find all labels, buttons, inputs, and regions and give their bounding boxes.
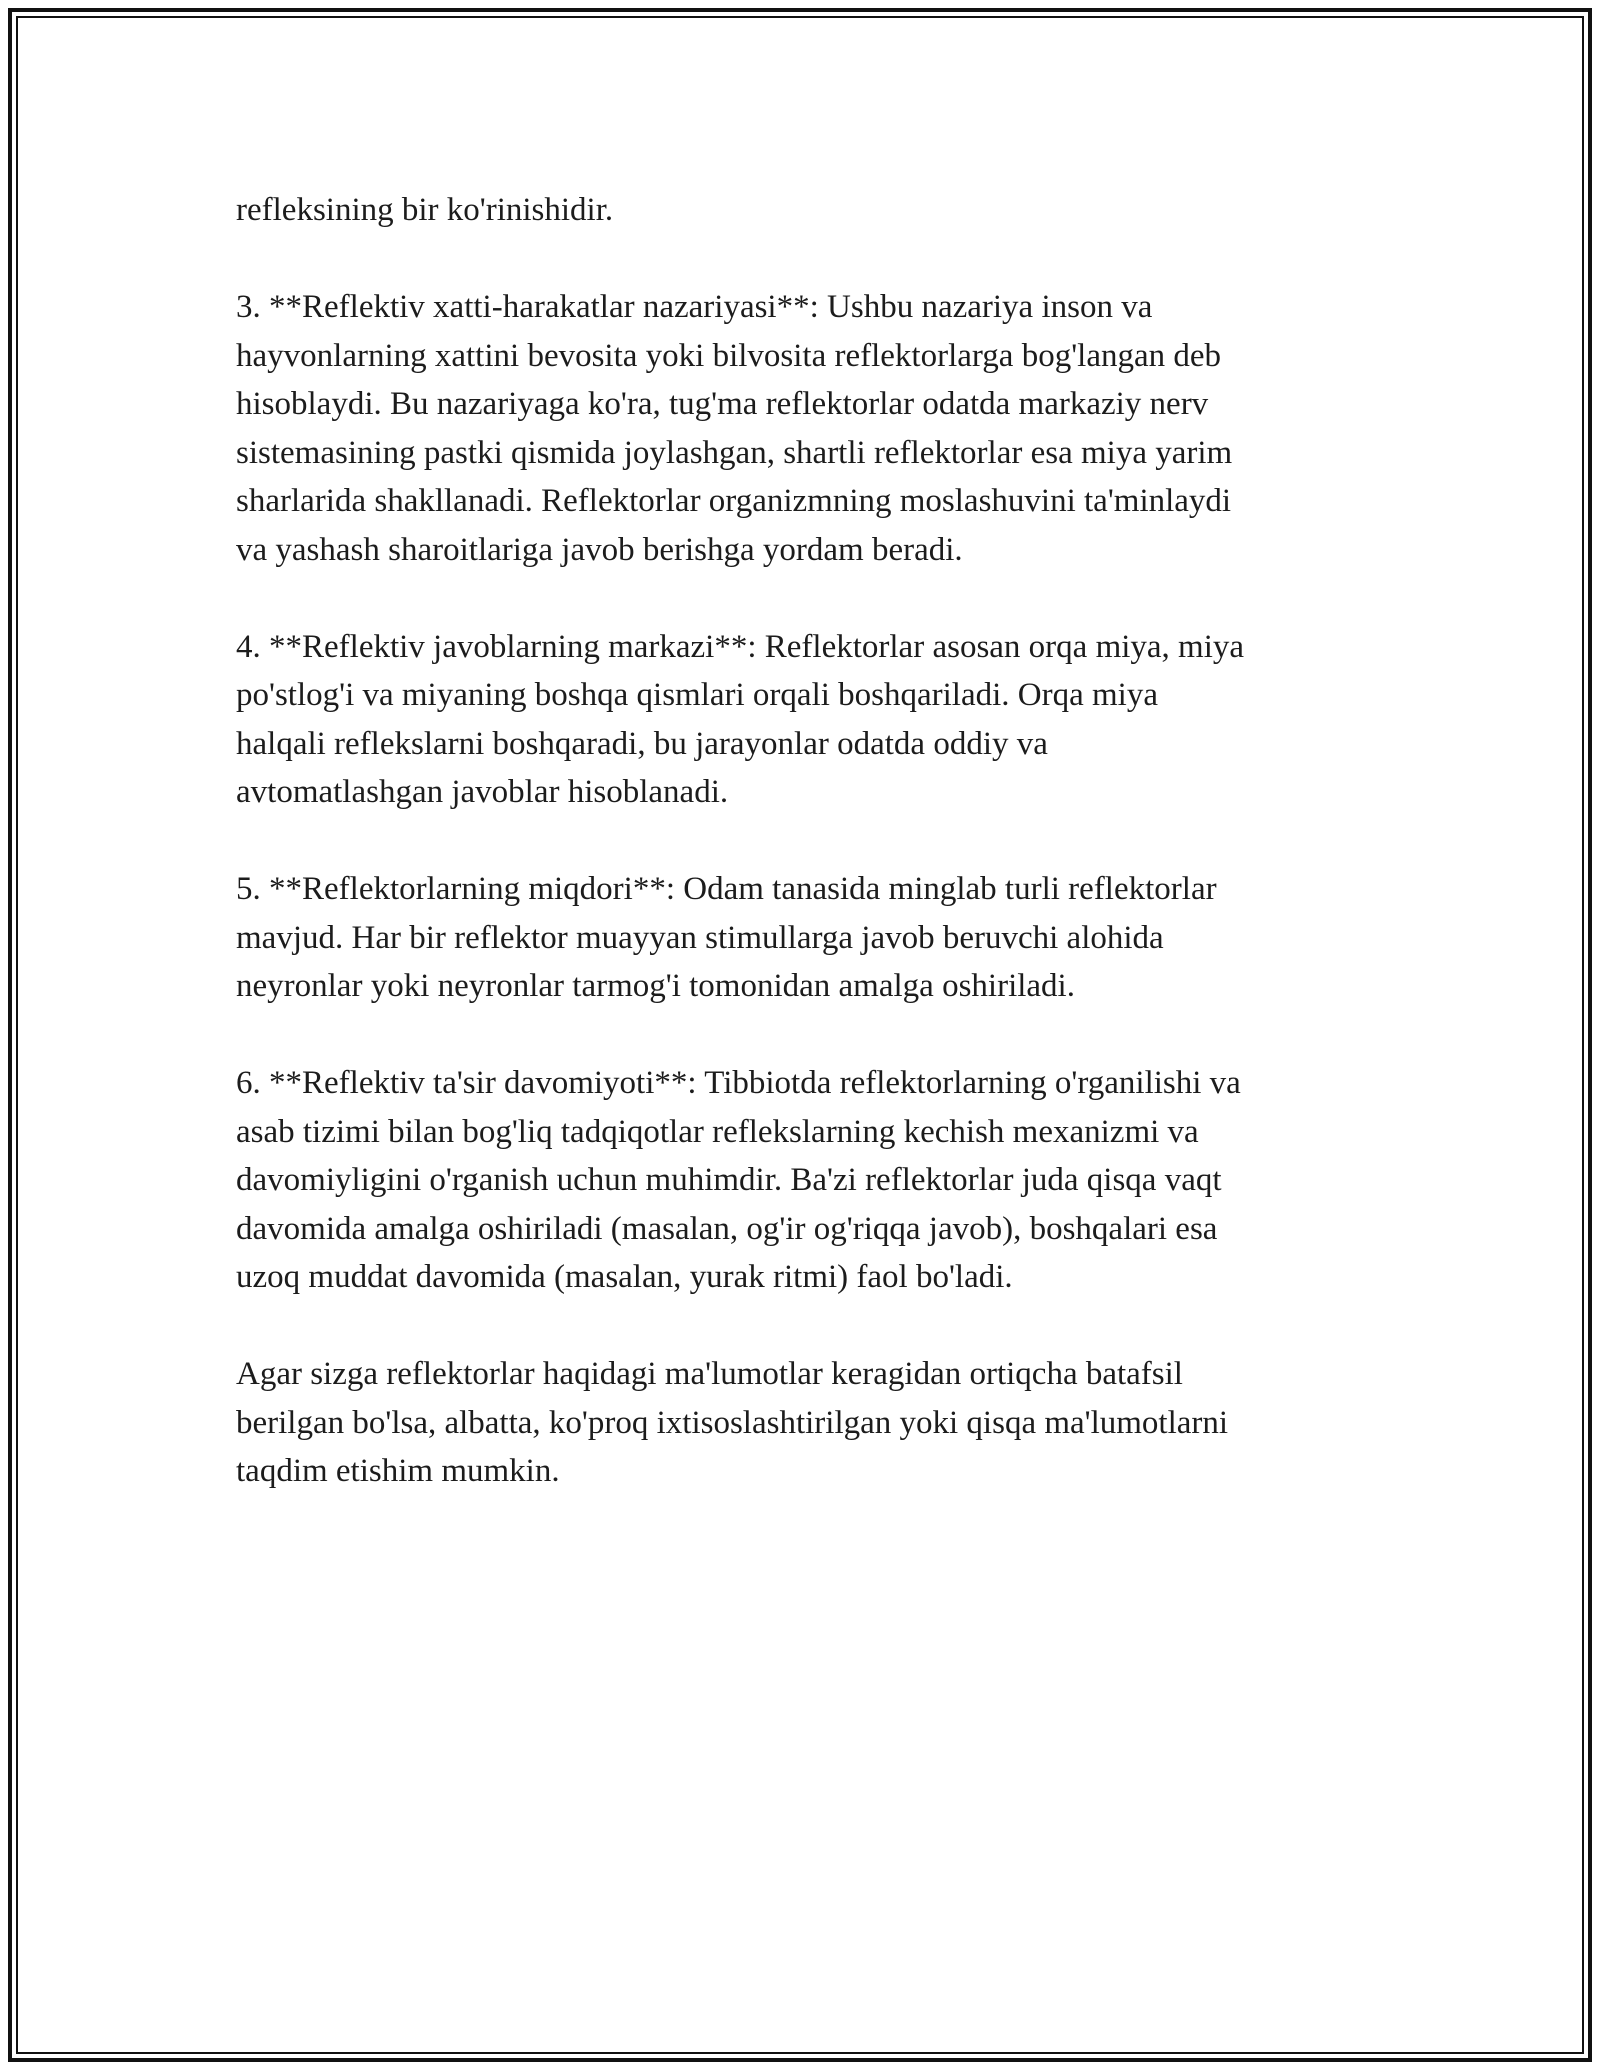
text-line: taqdim etishim mumkin. <box>236 1453 560 1489</box>
text-line: berilgan bo'lsa, albatta, ko'proq ixtisoslashtirilgan yoki qisqa ma'lumotlarni <box>236 1404 1229 1441</box>
text-line: hisoblaydi. Bu nazariyaga ko'ra, tug'ma reflektorlar odatda markaziy nerv <box>236 386 1209 422</box>
text-line: halqali reflekslarni boshqaradi, bu jarayonlar odatda oddiy va <box>236 725 1048 762</box>
paragraph-continuation <box>236 186 1376 235</box>
document-body <box>236 186 1376 1544</box>
text-line: sistemasining pastki qismida joylashgan, shartli reflektorlar esa miya yarim <box>236 434 1233 471</box>
paragraph-item-3 <box>236 283 1376 574</box>
text-line: asab tizimi bilan bog'liq tadqiqotlar reflekslarning kechish mexanizmi va <box>236 1113 1199 1150</box>
paragraph-item-4 <box>236 623 1376 817</box>
text-line: va yashash sharoitlariga javob berishga yordam beradi. <box>236 531 963 568</box>
text-line: hayvonlarning xattini bevosita yoki bilvosita reflektorlarga bog'langan deb <box>236 337 1222 374</box>
text-line: avtomatlashgan javoblar hisoblanadi. <box>236 774 729 810</box>
paragraph-item-6 <box>236 1059 1376 1302</box>
text-line: po'stlog'i va miyaning boshqa qismlari orqali boshqariladi. Orqa miya <box>236 677 1158 713</box>
text-line: 5. **Reflektorlarning miqdori**: Odam tanasida minglab turli reflektorlar <box>236 871 1217 907</box>
text-line: refleksining bir ko'rinishidir. <box>236 192 614 228</box>
text-line: 4. **Reflektiv javoblarning markazi**: Reflektorlar asosan orqa miya, miya <box>236 628 1245 665</box>
paragraph-closing <box>236 1350 1376 1496</box>
text-line: davomida amalga oshiriladi (masalan, og'ir og'riqqa javob), boshqalari esa <box>236 1210 1218 1247</box>
text-line: davomiyligini o'rganish uchun muhimdir. Ba'zi reflektorlar juda qisqa vaqt <box>236 1162 1222 1198</box>
text-line: Agar sizga reflektorlar haqidagi ma'lumotlar keragidan ortiqcha batafsil <box>236 1356 1183 1392</box>
text-line: sharlarida shakllanadi. Reflektorlar organizmning moslashuvini ta'minlaydi <box>236 483 1232 519</box>
text-line: neyronlar yoki neyronlar tarmog'i tomonidan amalga oshiriladi. <box>236 968 1075 1004</box>
paragraph-item-5 <box>236 865 1376 1011</box>
text-line: 6. **Reflektiv ta'sir davomiyoti**: Tibbiotda reflektorlarning o'rganilishi va <box>236 1065 1241 1101</box>
text-line: uzoq muddat davomida (masalan, yurak ritmi) faol bo'ladi. <box>236 1259 1013 1295</box>
text-line: mavjud. Har bir reflektor muayyan stimullarga javob beruvchi alohida <box>236 919 1164 956</box>
text-line: 3. **Reflektiv xatti-harakatlar nazariyasi**: Ushbu nazariya inson va <box>236 289 1153 325</box>
